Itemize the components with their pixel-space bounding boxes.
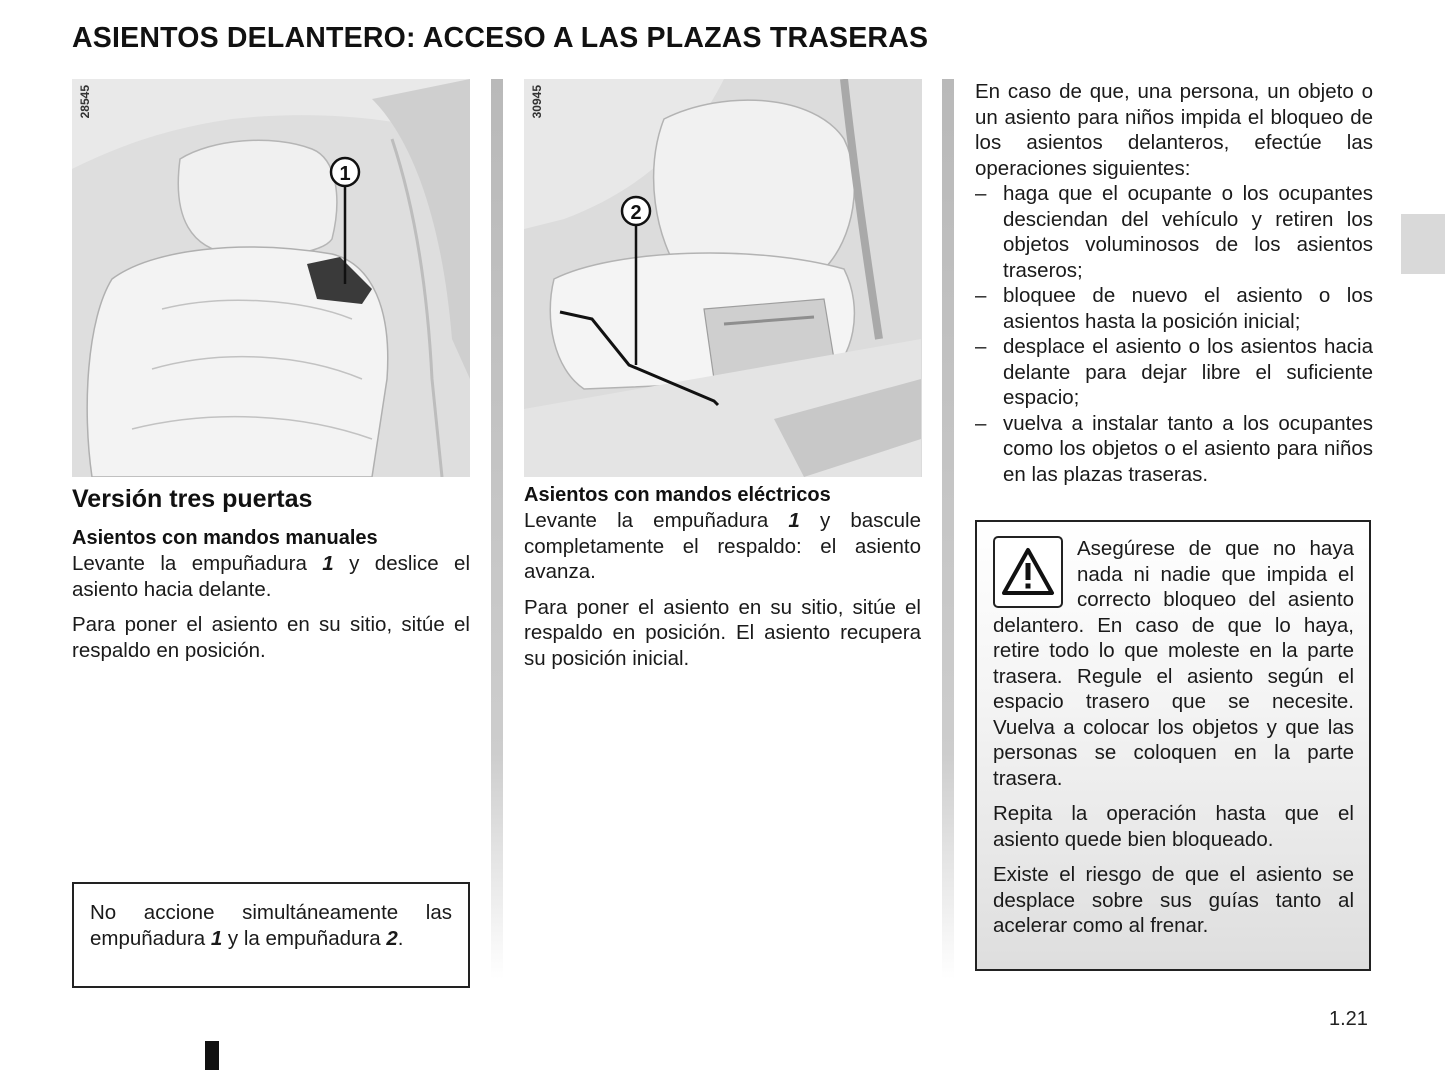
page-number: 1.21 [1329, 1008, 1368, 1030]
seat-illustration [524, 79, 921, 477]
chapter-tab [1401, 214, 1445, 274]
note-box [72, 882, 470, 988]
paragraph: Para poner el asiento en su sitio, sitúe el respaldo en posición. El asiento recupera su posición inicial. [524, 595, 921, 670]
figure-code: 30945 [530, 85, 544, 119]
seat-manual-figure [72, 79, 470, 477]
section-title: Versión tres puertas [72, 485, 313, 513]
subsection-title: Asientos con mandos eléctricos [524, 484, 831, 506]
list-item: – bloquee de nuevo el asiento o los asientos hasta la posición inicial; [975, 283, 1373, 334]
list-item: – haga que el ocupante o los ocupantes desciendan del vehículo y retiren los objetos voluminosos de los asientos traseros; [975, 181, 1373, 283]
intro-paragraph: En caso de que, una persona, un objeto o un asiento para niños impida el bloqueo de los asientos delanteros, efectúe las operaciones siguientes: [975, 80, 1373, 180]
figure-callout: 1 [339, 163, 351, 185]
steps-list [975, 181, 1373, 487]
subsection-title: Asientos con mandos manuales [72, 527, 378, 549]
right-column [975, 79, 1373, 487]
paragraph: Para poner el asiento en su sitio, sitúe el respaldo en posición. [72, 613, 470, 662]
warning-text: Asegúrese de que no haya nada ni nadie que impida el correcto bloqueo del asiento delantero. En caso de que lo haya, retire todo lo que moleste en la parte trasera. Regule el asiento según el espacio trasero que se necesite. Vuelva a colocar los objetos y que las personas se coloquen en la parte trasera. [993, 537, 1354, 790]
warning-box [975, 520, 1371, 971]
column-divider [942, 79, 954, 979]
paragraph: Levante la empuñadura 1 y bascule completamente el respaldo: el asiento avanza. [524, 509, 921, 583]
page-title: ASIENTOS DELANTERO: ACCESO A LAS PLAZAS TRASERAS [72, 22, 929, 54]
figure-callout: 2 [630, 202, 642, 224]
paragraph: Levante la empuñadura 1 y deslice el asiento hacia delante. [72, 552, 470, 601]
note-text: No accione simultáneamente las empuñadura 1 y la empuñadura 2. [90, 901, 452, 950]
middle-column [524, 79, 921, 671]
warning-triangle-icon [993, 536, 1063, 608]
list-item: – vuelva a instalar tanto a los ocupantes como los objetos o el asiento para niños en las plazas traseras. [975, 411, 1373, 488]
left-column [72, 79, 470, 663]
crop-mark [205, 1041, 219, 1070]
seat-electric-figure [524, 79, 922, 477]
warning-text: Repita la operación hasta que el asiento quede bien bloqueado. [993, 802, 1354, 851]
list-item: – desplace el asiento o los asientos hacia delante para dejar libre el suficiente espacio; [975, 334, 1373, 411]
column-divider [491, 79, 503, 979]
figure-code: 28545 [78, 85, 92, 119]
seat-illustration [72, 79, 470, 477]
warning-text: Existe el riesgo de que el asiento se desplace sobre sus guías tanto al acelerar como al frenar. [993, 863, 1354, 937]
